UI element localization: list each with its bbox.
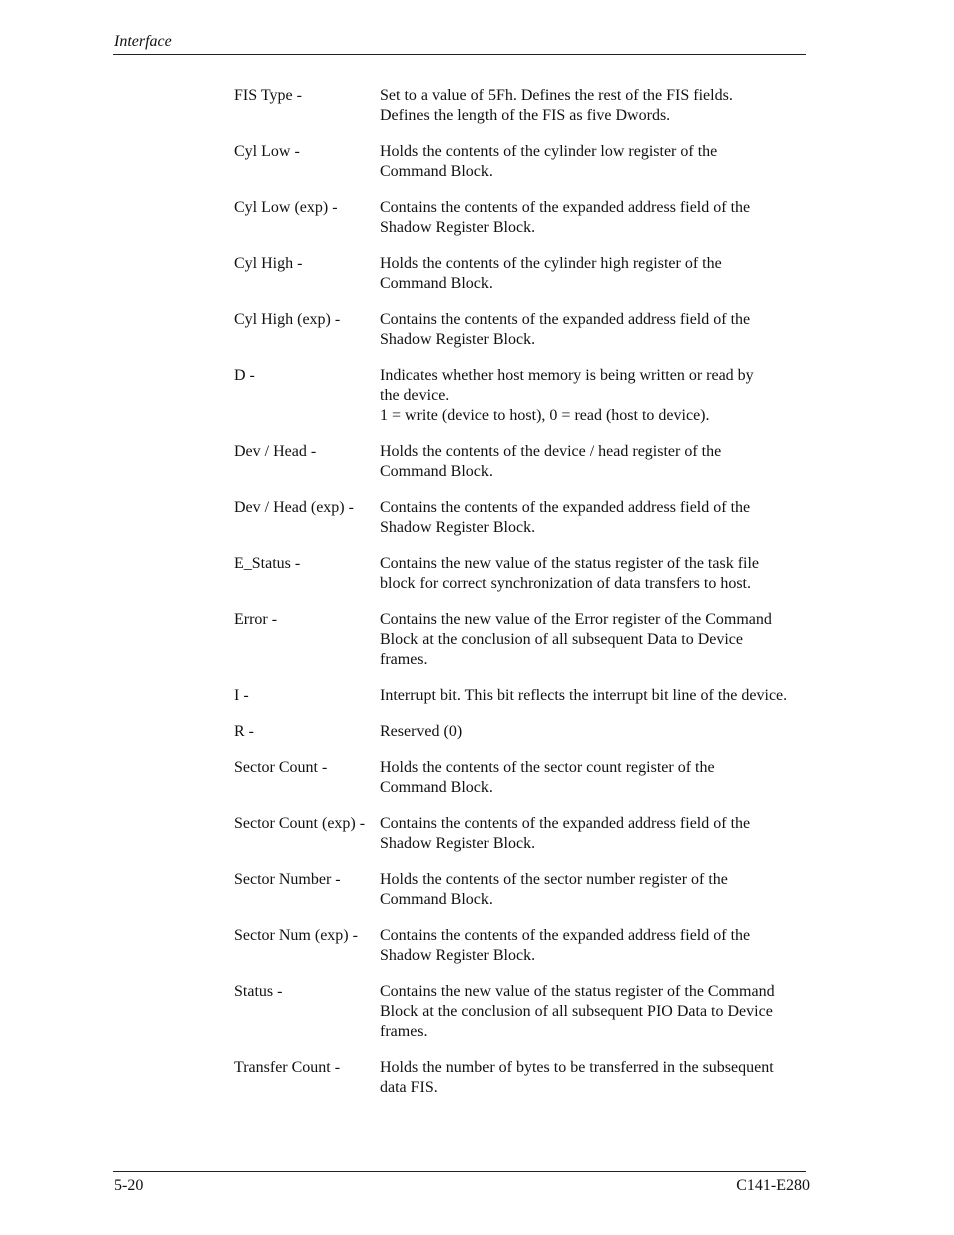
description-line: Shadow Register Block.	[380, 219, 536, 236]
definition-entry	[234, 722, 809, 742]
description-line: Contains the contents of the expanded address field of the	[380, 199, 751, 216]
definition-entry	[234, 86, 809, 126]
description-line: Contains the contents of the expanded address field of the	[380, 499, 751, 516]
description-line: Command Block.	[380, 163, 493, 180]
definition-term: Cyl High -	[234, 255, 303, 272]
description-line: Reserved (0)	[380, 723, 463, 740]
description-line: Shadow Register Block.	[380, 947, 536, 964]
description-line: Command Block.	[380, 463, 493, 480]
description-line: Shadow Register Block.	[380, 331, 536, 348]
definition-description	[380, 198, 809, 238]
definition-description	[380, 610, 809, 670]
description-line: Holds the number of bytes to be transferred in the subsequent	[380, 1059, 774, 1076]
description-line: 1 = write (device to host), 0 = read (host to device).	[380, 407, 710, 424]
description-line: Contains the new value of the Error register of the Command	[380, 611, 772, 628]
description-line: Command Block.	[380, 779, 493, 796]
definition-entry	[234, 198, 809, 238]
definition-description	[380, 926, 809, 966]
definition-entry	[234, 310, 809, 350]
definition-entry	[234, 758, 809, 798]
document-id: C141-E280	[736, 1177, 810, 1194]
page-number: 5-20	[114, 1177, 144, 1194]
definition-description	[380, 554, 809, 594]
description-line: Block at the conclusion of all subsequent Data to Device	[380, 631, 744, 648]
definition-term: Dev / Head -	[234, 443, 317, 460]
definition-description	[380, 870, 809, 910]
definition-description	[380, 498, 809, 538]
description-line: Holds the contents of the cylinder low register of the	[380, 143, 718, 160]
definition-description	[380, 758, 809, 798]
definition-term: Sector Number -	[234, 871, 341, 888]
definition-entry	[234, 498, 809, 538]
footer-rule	[113, 1171, 806, 1172]
definition-term: I -	[234, 687, 249, 704]
definition-term: E_Status -	[234, 555, 301, 572]
definition-description	[380, 1058, 809, 1098]
running-header-title: Interface	[114, 33, 172, 50]
description-line: Shadow Register Block.	[380, 835, 536, 852]
definition-entry	[234, 442, 809, 482]
definition-term: Error -	[234, 611, 278, 628]
description-line: Block at the conclusion of all subsequent PIO Data to Device	[380, 1003, 773, 1020]
definition-term: Transfer Count -	[234, 1059, 341, 1076]
description-line: Holds the contents of the device / head register of the	[380, 443, 722, 460]
definition-description	[380, 442, 809, 482]
description-line: the device.	[380, 387, 450, 404]
definition-description	[380, 310, 809, 350]
description-line: Holds the contents of the sector number register of the	[380, 871, 728, 888]
definition-entry	[234, 610, 809, 670]
definition-term: Sector Count (exp) -	[234, 815, 366, 832]
definition-entry	[234, 554, 809, 594]
description-line: Holds the contents of the sector count register of the	[380, 759, 715, 776]
description-line: Contains the new value of the status register of the Command	[380, 983, 775, 1000]
description-line: Set to a value of 5Fh. Defines the rest of the FIS fields.	[380, 87, 733, 104]
definition-description	[380, 366, 809, 426]
definition-term: Cyl Low -	[234, 143, 300, 160]
definition-term: FIS Type -	[234, 87, 302, 104]
definition-term: Cyl Low (exp) -	[234, 199, 338, 216]
description-line: Command Block.	[380, 891, 493, 908]
description-line: data FIS.	[380, 1079, 438, 1096]
definition-term: R -	[234, 723, 254, 740]
definition-term: Sector Num (exp) -	[234, 927, 358, 944]
description-line: frames.	[380, 651, 428, 668]
definition-entry	[234, 982, 809, 1042]
description-line: block for correct synchronization of data transfers to host.	[380, 575, 751, 592]
definition-entry	[234, 926, 809, 966]
definition-entry	[234, 686, 809, 706]
definition-term: Sector Count -	[234, 759, 328, 776]
definition-description	[380, 254, 809, 294]
description-line: Contains the new value of the status register of the task file	[380, 555, 760, 572]
definition-term: D -	[234, 367, 255, 384]
description-line: Contains the contents of the expanded address field of the	[380, 815, 751, 832]
definition-description	[380, 142, 809, 182]
description-line: Contains the contents of the expanded address field of the	[380, 927, 751, 944]
definition-description	[380, 86, 809, 126]
header-rule	[113, 54, 806, 55]
definition-description	[380, 982, 809, 1042]
description-line: Contains the contents of the expanded address field of the	[380, 311, 751, 328]
definition-entry	[234, 142, 809, 182]
definition-term: Dev / Head (exp) -	[234, 499, 354, 516]
definition-entry	[234, 366, 809, 426]
definition-description	[380, 814, 809, 854]
definition-list	[234, 86, 809, 1114]
definition-description	[380, 722, 809, 742]
description-line: Command Block.	[380, 275, 493, 292]
description-line: Defines the length of the FIS as five Dwords.	[380, 107, 671, 124]
definition-entry	[234, 814, 809, 854]
description-line: Holds the contents of the cylinder high register of the	[380, 255, 722, 272]
definition-entry	[234, 870, 809, 910]
description-line: Interrupt bit. This bit reflects the interrupt bit line of the device.	[380, 687, 788, 704]
definition-entry	[234, 1058, 809, 1098]
description-line: Shadow Register Block.	[380, 519, 536, 536]
definition-description	[380, 686, 809, 706]
definition-term: Status -	[234, 983, 283, 1000]
definition-term: Cyl High (exp) -	[234, 311, 341, 328]
definition-entry	[234, 254, 809, 294]
description-line: Indicates whether host memory is being written or read by	[380, 367, 754, 384]
description-line: frames.	[380, 1023, 428, 1040]
